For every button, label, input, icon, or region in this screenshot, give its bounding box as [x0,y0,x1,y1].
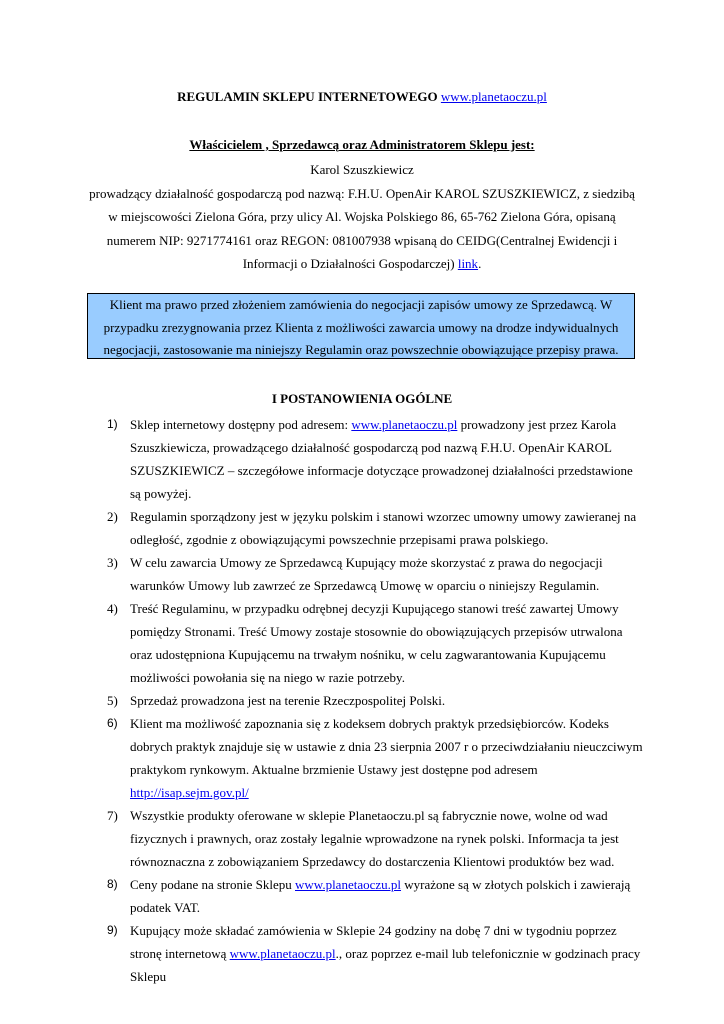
rule-item-7 [0,804,644,873]
rule-text: Sklep internetowy dostępny pod adresem: [130,417,352,432]
rule-number: 7) [107,808,118,823]
owner-block [88,158,636,276]
owner-heading: Właścicielem , Sprzedawcą oraz Administratorem Sklepu jest: [189,137,535,152]
owner-name: Karol Szuszkiewicz [310,162,414,177]
rule-item-5 [0,689,644,712]
rules-list [0,413,724,988]
title-shop-link[interactable]: www.planetaoczu.pl [440,89,547,104]
rule-number: 2) [107,509,118,524]
isap-link[interactable]: http://isap.sejm.gov.pl/ [130,785,249,800]
rule-text: W celu zawarcia Umowy ze Sprzedawcą Kupujący może skorzystać z prawa do negocjacji warunków Umowy lub zawrzeć ze Sprzedawcą Umowę w oparciu o niniejszy Regulamin. [130,555,603,593]
rule-number: 4) [107,601,118,616]
rule-shop-link[interactable]: www.planetaoczu.pl [351,417,458,432]
rule-text: Klient ma możliwość zapoznania się z kodeksem dobrych praktyk przedsiębiorców. Kodeks dobrych praktyk znajduje się w ustawie z dnia 23 sierpnia 2007 r o przeciwdziałaniu nieuczciwym praktykom rynkowym. Aktualne brzmienie Ustawy jest dostępne pod adresem [130,716,643,777]
rule-text-after: ., oraz poprzez e-mail lub telefonicznie w godzinach pracy Sklepu [130,946,641,984]
rule-number: 8) [107,877,118,891]
rule-shop-link[interactable]: www.planetaoczu.pl [229,946,336,961]
title-text: REGULAMIN SKLEPU INTERNETOWEGO [177,89,438,104]
rule-number: 9) [107,923,118,937]
rule-text: Treść Regulaminu, w przypadku odrębnej decyzji Kupującego stanowi treść zawartej Umowy pomiędzy Stronami. Treść Umowy zostaje stosownie do obowiązujących przepisów utrwalona oraz udostępniona Kupującemu na trwałym nośniku, w celu zagwarantowania Kupującemu możliwości powołania się na niego w razie potrzeby. [130,601,623,685]
rule-shop-link[interactable]: www.planetaoczu.pl [295,877,402,892]
rule-text: Wszystkie produkty oferowane w sklepie Planetaoczu.pl są fabrycznie nowe, wolne od wad fizycznych i prawnych, oraz zostały legalnie wprowadzone na rynek polski. Informacja ta jest równoznaczna z zobowiązaniem Sprzedawcy do dostarczenia Klientowi produktów bez wad. [130,808,619,869]
rule-number: 5) [107,693,118,708]
rule-item-4 [0,597,644,689]
rule-text: Sprzedaż prowadzona jest na terenie Rzeczpospolitej Polski. [130,693,446,708]
rule-text-after: wyrażone są w złotych polskich i zawierają podatek VAT. [130,877,631,915]
rule-text: Ceny podane na stronie Sklepu [130,877,295,892]
rule-item-9 [0,919,644,988]
rule-number: 3) [107,555,118,570]
rule-item-6 [0,712,644,804]
rule-text: Regulamin sporządzony jest w języku polskim i stanowi wzorzec umowny umowy zawieranej na odległość, zgodnie z obowiązującymi powszechnie przepisami prawa polskiego. [130,509,637,547]
owner-description-end: . [478,256,482,271]
rule-number: 1) [107,417,118,431]
rule-text: Kupujący może składać zamówienia w Sklepie 24 godziny na dobę 7 dni w tygodniu poprzez stronę internetową [130,923,617,961]
section-heading: I POSTANOWIENIA OGÓLNE [271,391,453,406]
owner-description [88,182,636,276]
document-title [0,88,724,106]
rule-item-3 [0,551,644,597]
rule-item-8 [0,873,644,919]
rule-text-after: prowadzony jest przez Karola Szuszkiewicza, prowadzącego działalność gospodarczą pod nazwą F.H.U. OpenAir KAROL SZUSZKIEWICZ – szczegółowe informacje dotyczące prowadzonej działalności przedstawione są powyżej. [130,417,633,501]
rule-item-1 [0,413,644,505]
rule-item-2 [0,505,644,551]
negotiation-notice-box: Klient ma prawo przed złożeniem zamówienia do negocjacji zapisów umowy ze Sprzedawcą. W przypadku zrezygnowania przez Klienta z możliwości zawarcia umowy na drodze indywidualnych negocjacji, zastosowanie ma niniejszy Regulamin oraz powszechnie obowiązujące przepisy prawa. [87,293,635,359]
rule-number: 6) [107,716,118,730]
ceidg-link[interactable]: link [457,256,479,271]
owner-description-text: prowadzący działalność gospodarczą pod nazwą: F.H.U. OpenAir KAROL SZUSZKIEWICZ, z siedzibą w miejscowości Zielona Góra, przy ulicy Al. Wojska Polskiego 86, 65-762 Zielona Góra, opisaną numerem NIP: 9271774161 oraz REGON: 081007938 wpisaną do CEIDG(Centralnej Ewidencji i Informacji o Działalności Gospodarczej) [89,185,635,271]
